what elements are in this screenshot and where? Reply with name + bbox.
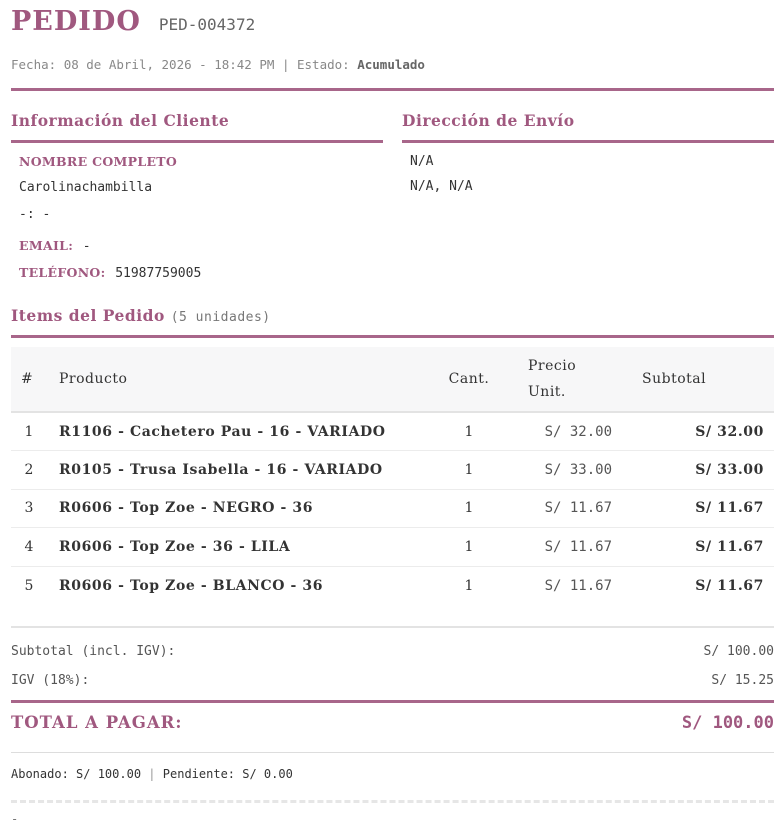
email-value: - [82,239,91,254]
row-product: R0606 - Top Zoe - NEGRO - 36 [59,500,314,517]
shipping-divider [402,140,774,143]
subtotal-row [11,644,774,659]
shipping-line-1: N/A [410,154,434,169]
subtotal-value: S/ 100.00 [703,644,774,659]
payment-separator: | [148,767,156,781]
row-unit-price: S/ 11.67 [544,500,612,517]
total-value: S/ 100.00 [681,713,774,733]
payment-divider [11,752,774,753]
items-section-title [11,306,271,325]
row-unit-price: S/ 32.00 [544,423,612,440]
page-title: PEDIDO [11,6,141,37]
col-unit-price-line2: Unit. [528,384,566,400]
shipping-section-title: Dirección de Envío [402,111,575,130]
row-num: 3 [24,500,34,517]
col-qty: Cant. [448,371,490,387]
header-divider [11,88,774,91]
document-line: -: - [19,207,51,222]
email-row [19,235,91,254]
table-row [11,489,774,528]
row-qty: 1 [464,500,474,517]
row-subtotal: S/ 33.00 [695,461,764,478]
items-table [11,347,774,605]
grand-total-row [11,713,774,733]
row-num: 4 [24,538,34,555]
row-subtotal: S/ 11.67 [695,538,764,555]
status-label: Estado: [297,57,350,72]
row-product: R0606 - Top Zoe - 36 - LILA [59,538,291,555]
row-subtotal: S/ 11.67 [695,577,764,594]
order-header [11,6,255,37]
igv-label: IGV (18%): [11,673,90,688]
items-title-text: Items del Pedido [11,306,165,325]
row-subtotal: S/ 11.67 [695,500,764,517]
units-note: (5 unidades) [170,310,271,325]
row-unit-price: S/ 33.00 [544,461,612,478]
igv-row [11,673,774,688]
pending-label: Pendiente: [162,767,236,781]
footer-text: - [11,812,19,825]
row-qty: 1 [464,423,474,440]
order-id: PED-004372 [158,15,256,34]
row-num: 1 [24,423,34,440]
items-divider [11,335,774,338]
table-row [11,528,774,567]
row-num: 2 [24,461,34,478]
email-label: EMAIL: [19,238,74,253]
table-row [11,451,774,490]
row-unit-price: S/ 11.67 [544,577,612,594]
subtotal-label: Subtotal (incl. IGV): [11,644,176,659]
row-product: R0606 - Top Zoe - BLANCO - 36 [59,577,324,594]
row-qty: 1 [464,577,474,594]
col-unit-price [508,347,632,412]
paid-label: Abonado: [11,767,69,781]
table-row [11,412,774,451]
pending-value: S/ 0.00 [242,767,293,781]
shipping-line-2: N/A, N/A [410,179,473,194]
row-unit-price: S/ 11.67 [544,538,612,555]
phone-row [19,262,201,281]
row-product: R1106 - Cachetero Pau - 16 - VARIADO [59,423,386,440]
customer-section-title: Información del Cliente [11,111,230,130]
name-value: Carolinachambilla [19,180,153,195]
order-meta [11,57,425,72]
igv-value: S/ 15.25 [711,673,774,688]
table-row [11,566,774,605]
col-product: Producto [59,371,128,387]
date-label: Fecha: [11,57,57,72]
row-qty: 1 [464,461,474,478]
col-num: # [21,371,34,387]
row-num: 5 [24,577,34,594]
paid-value: S/ 100.00 [76,767,142,781]
payment-status [11,767,293,781]
total-label: TOTAL A PAGAR: [11,713,183,732]
name-label: NOMBRE COMPLETO [19,154,178,169]
meta-separator: | [281,57,290,72]
row-qty: 1 [464,538,474,555]
table-header-row [11,347,774,412]
col-subtotal: Subtotal [642,371,707,387]
footer-dashed-divider [11,800,774,803]
status-value: Acumulado [357,57,425,72]
date-value: 08 de Abril, 2026 - 18:42 PM [63,57,275,72]
customer-divider [11,140,383,143]
phone-value: 51987759005 [115,266,202,281]
phone-label: TELÉFONO: [19,265,106,280]
row-product: R0105 - Trusa Isabella - 16 - VARIADO [59,461,383,478]
row-subtotal: S/ 32.00 [695,423,764,440]
totals-divider [11,626,774,628]
total-divider [11,700,774,703]
col-unit-price-line1: Precio [528,358,577,374]
